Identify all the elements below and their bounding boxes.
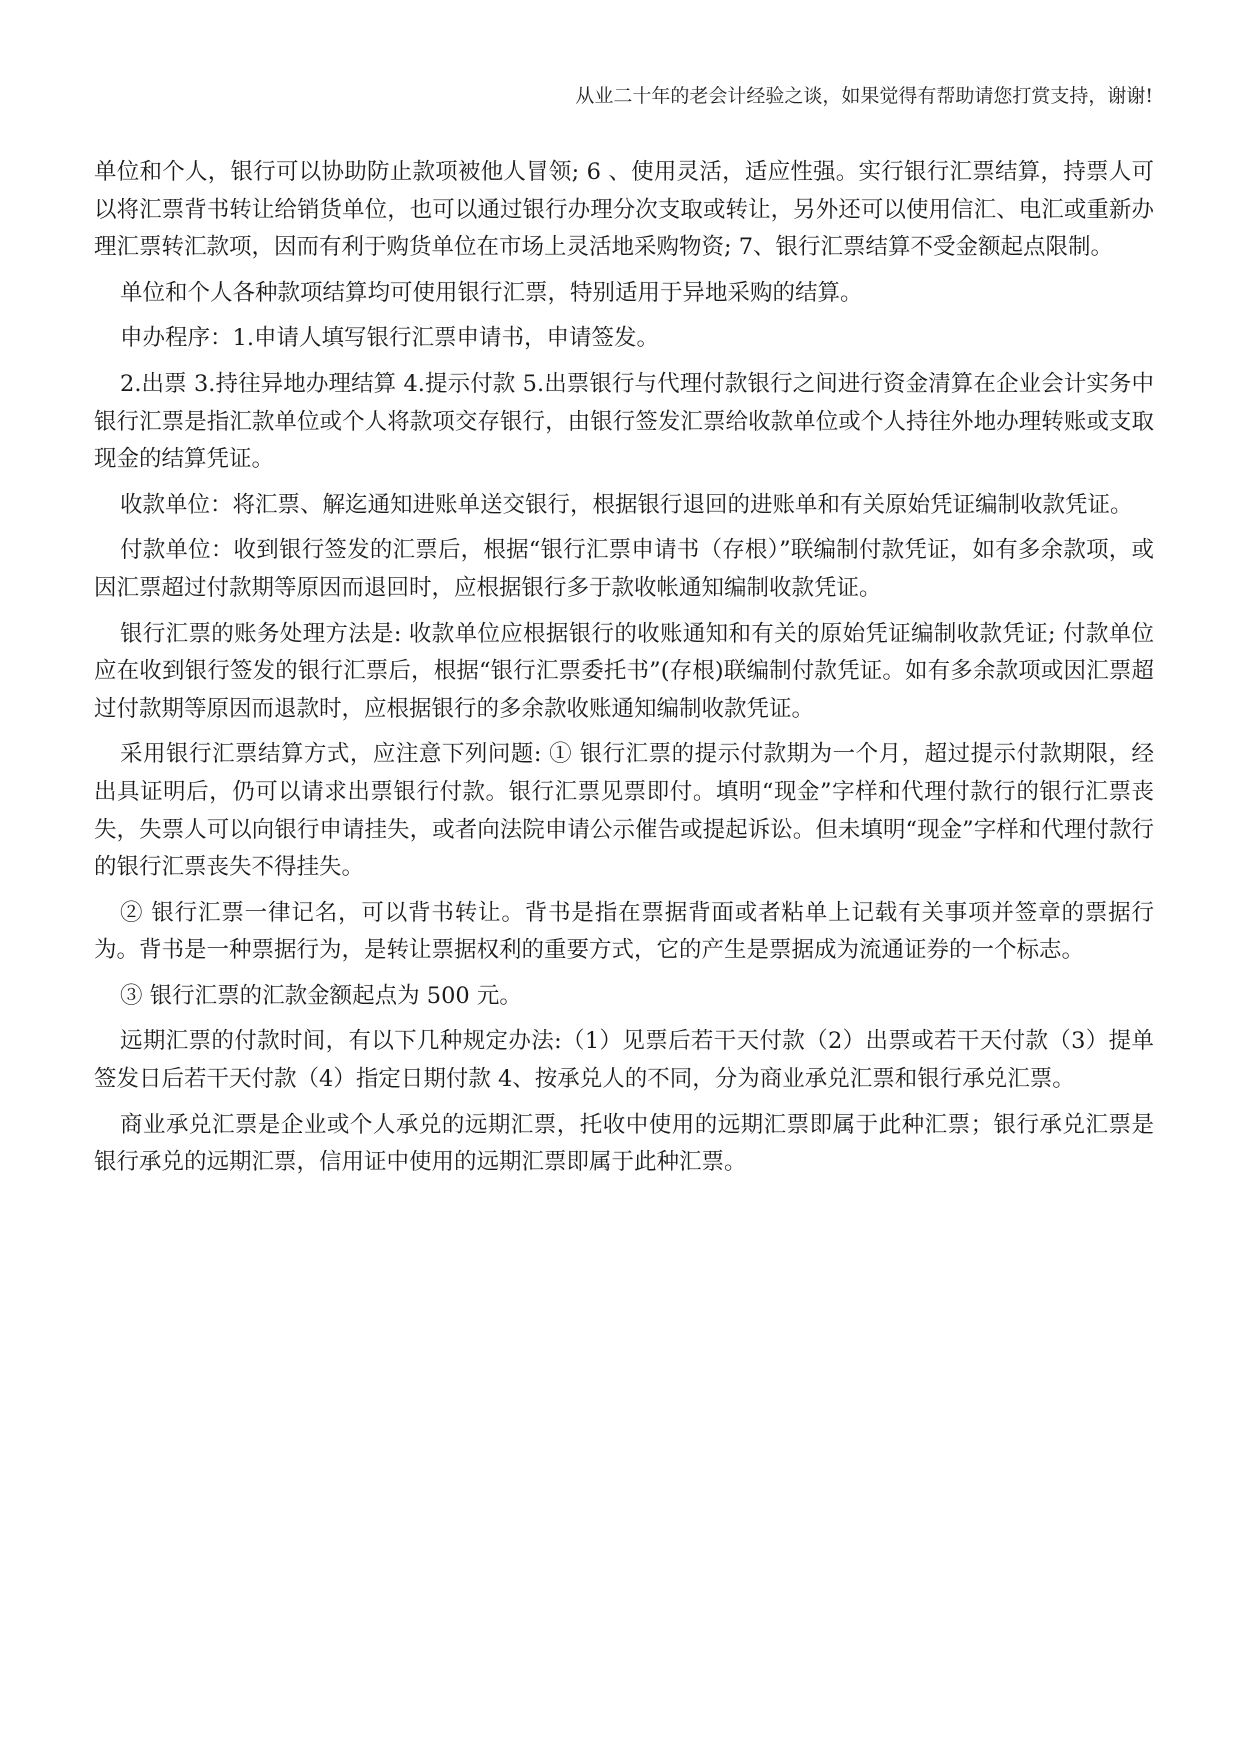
paragraph-3: 申办程序：1.申请人填写银行汇票申请书，申请签发。	[120, 325, 659, 352]
paragraph-1: 单位和个人，银行可以协助防止款项被他人冒领; 6 、使用灵活，适应性强。实行银行汇票结算，持票人可以将汇票背书转让给销货单位，也可以通过银行办理分次支取或转让，另外还可以使用信汇、电汇或重新办理汇票转汇款项，因而有利于购货单位在市场上灵活地采购物资; 7、银行汇票结算不受金额起点限制。	[94, 159, 1154, 261]
paragraph-4: 2.出票 3.持往异地办理结算 4.提示付款 5.出票银行与代理付款银行之间进行资金清算在企业会计实务中银行汇票是指汇款单位或个人将款项交存银行，由银行签发汇票给收款单位或个人持往外地办理转账或支取现金的结算凭证。	[94, 370, 1154, 473]
paragraph-6: 付款单位：收到银行签发的汇票后，根据“银行汇票申请书（存根）”联编制付款凭证，如有多余款项，或因汇票超过付款期等原因而退回时，应根据银行多于款收帐通知编制收款凭证。	[94, 537, 1154, 601]
paragraph-2: 单位和个人各种款项结算均可使用银行汇票，特别适用于异地采购的结算。	[120, 279, 863, 306]
paragraph-11: 远期汇票的付款时间，有以下几种规定办法:（1）见票后若干天付款（2）出票或若干天付款（3）提单签发日后若干天付款（4）指定日期付款 4、按承兑人的不同，分为商业承兑汇票和银行承兑汇票。	[94, 1028, 1154, 1093]
paragraph-9: ② 银行汇票一律记名，可以背书转让。背书是指在票据背面或者粘单上记载有关事项并签章的票据行为。背书是一种票据行为，是转让票据权利的重要方式，它的产生是票据成为流通证券的一个标志。	[94, 899, 1154, 964]
paragraph-7: 银行汇票的账务处理方法是: 收款单位应根据银行的收账通知和有关的原始凭证编制收款凭证; 付款单位应在收到银行签发的银行汇票后，根据“银行汇票委托书”(存根)联编制付款凭证。如有多余款项或因汇票超过付款期等原因而退款时，应根据银行的多余款收账通知编制收款凭证。	[94, 620, 1154, 722]
paragraph-10: ③ 银行汇票的汇款金额起点为 500 元。	[120, 982, 522, 1009]
paragraph-8: 采用银行汇票结算方式，应注意下列问题: ① 银行汇票的提示付款期为一个月，超过提示付款期限，经出具证明后，仍可以请求出票银行付款。银行汇票见票即付。填明“现金”字样和代理付款行的银行汇票丧失，失票人可以向银行申请挂失，或者向法院申请公示催告或提起诉讼。但未填明“现金”字样和代理付款行的银行汇票丧失不得挂失。	[94, 741, 1154, 881]
page-header: 从业二十年的老会计经验之谈，如果觉得有帮助请您打赏支持，谢谢!	[575, 85, 1153, 107]
paragraph-5: 收款单位：将汇票、解迄通知进账单送交银行，根据银行退回的进账单和有关原始凭证编制收款凭证。	[120, 491, 1133, 518]
paragraph-12: 商业承兑汇票是企业或个人承兑的远期汇票，托收中使用的远期汇票即属于此种汇票；银行承兑汇票是银行承兑的远期汇票，信用证中使用的远期汇票即属于此种汇票。	[94, 1111, 1154, 1176]
document-body	[94, 154, 1154, 1190]
